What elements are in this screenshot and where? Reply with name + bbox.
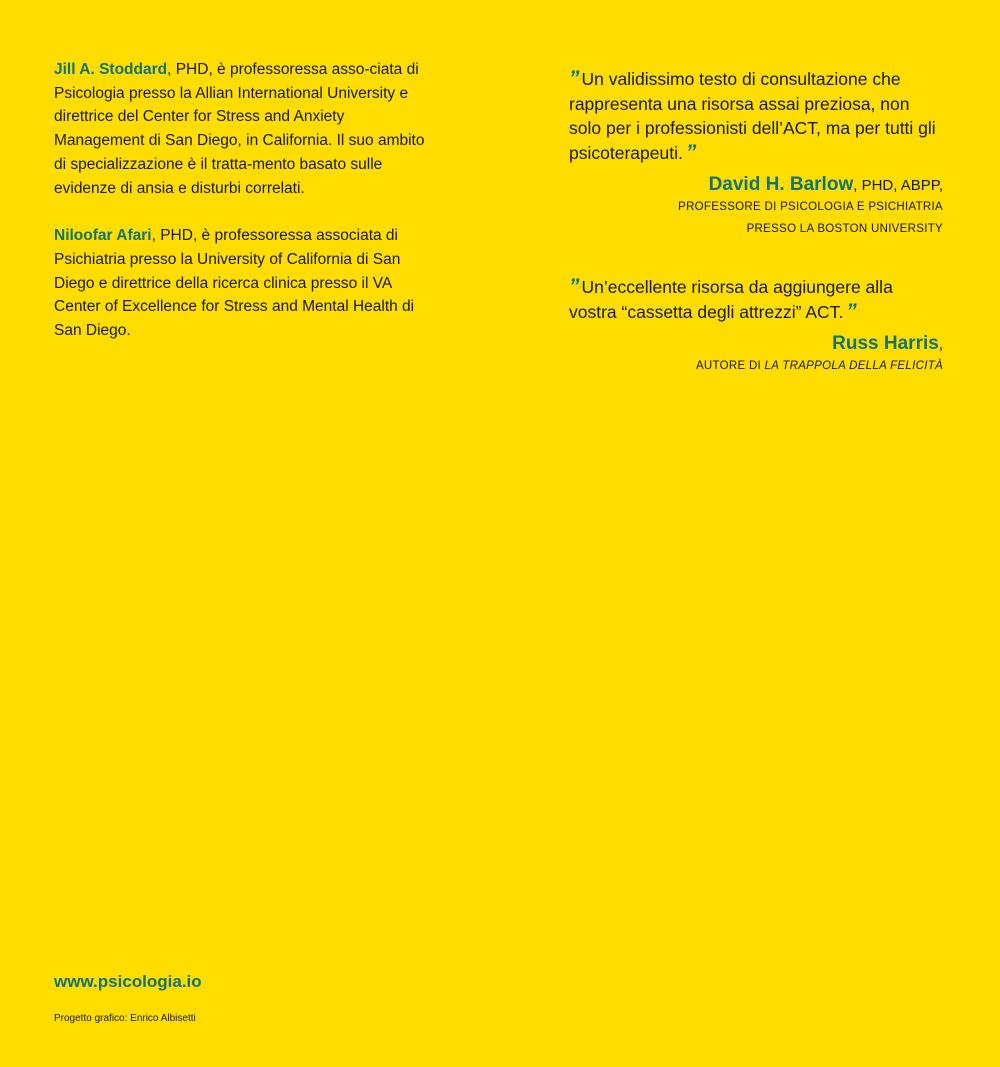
quote-text-harris: Un’eccellente risorsa da aggiungere alla vostra “cassetta degli attrezzi” ACT. (569, 277, 893, 322)
website-link[interactable]: www.psicologia.io (54, 972, 202, 991)
quote-credentials-harris: , (938, 336, 943, 353)
attribution-name-line-harris (569, 333, 943, 355)
attribution-harris (569, 333, 943, 377)
book-title: LA TRAPPOLA DELLA FELICITÀ (764, 360, 943, 372)
quote-role-harris (569, 355, 943, 377)
open-quote-icon: ” (569, 275, 578, 298)
close-quote-icon: ” (685, 140, 695, 164)
author-bios (54, 58, 439, 367)
close-quote-icon: ” (846, 299, 855, 323)
design-credit: Progetto grafico: Enrico Albisetti (54, 1013, 196, 1024)
attribution-barlow (569, 174, 943, 240)
quote-harris (569, 275, 943, 324)
author-bio-stoddard (54, 58, 439, 200)
quote-role-barlow-2: PRESSO LA BOSTON UNIVERSITY (746, 223, 943, 235)
endorsements (569, 67, 943, 377)
quote-role-prefix-harris: AUTORE DI (695, 360, 765, 372)
author-name-stoddard: Jill A. Stoddard (54, 61, 168, 78)
quote-author-harris: Russ Harris (832, 333, 939, 354)
author-bio-afari (54, 224, 439, 343)
quote-role-barlow-1: PROFESSORE DI PSICOLOGIA E PSICHIATRIA (678, 201, 943, 213)
endorsement-barlow (569, 67, 943, 240)
author-bio-text-stoddard: , PHD, è professoressa asso-ciata di Psicologia presso la Allian International University e direttrice del Center for Stress and Anxiety Management di San Diego, in California. Il suo ambito di specializzazione è il tratta-mento basato sulle evidenze di ansia e disturbi correlati. (54, 61, 425, 197)
endorsement-harris (569, 275, 943, 377)
quote-author-barlow: David H. Barlow (708, 174, 854, 195)
author-name-afari: Niloofar Afari (54, 227, 152, 245)
open-quote-icon: ” (569, 67, 578, 90)
author-bio-text-afari: , PHD, è professoressa associata di Psichiatria presso la University of California di San Diego e direttrice della ricerca clinica presso il VA Center of Excellence for Stress and Mental Health di San Diego. (54, 227, 415, 340)
quote-barlow (569, 67, 943, 165)
quote-text-barlow: Un validissimo testo di consultazione che rappresenta una risorsa assai preziosa, non solo per i professionisti dell’ACT, ma per tutti gli psicoterapeuti. (569, 69, 936, 163)
quote-credentials-barlow: , PHD, ABPP, (853, 177, 943, 194)
attribution-name-line-barlow (569, 174, 943, 196)
